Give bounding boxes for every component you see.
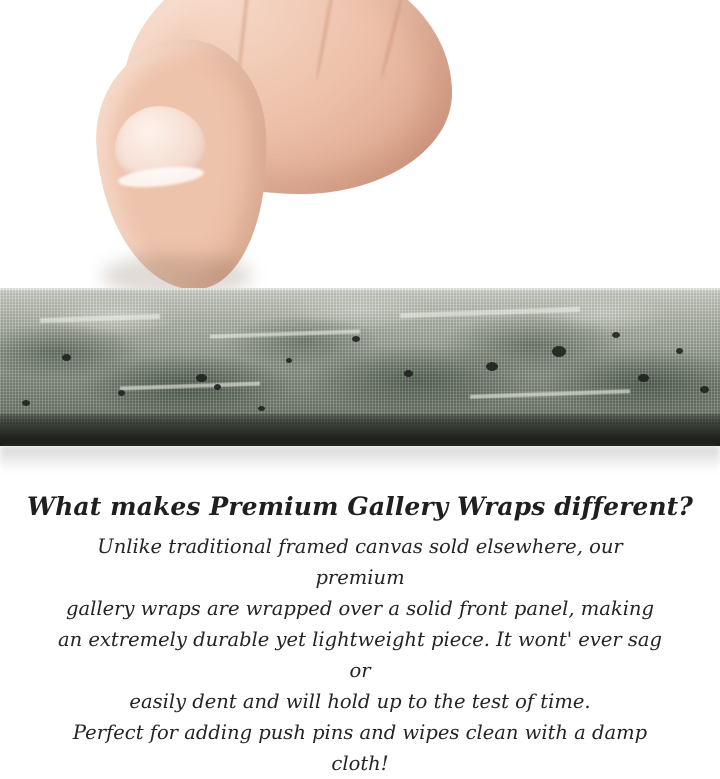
canvas-underside — [0, 424, 720, 446]
canvas-speck — [552, 346, 566, 357]
marketing-copy — [0, 492, 720, 779]
canvas-speck — [258, 406, 265, 411]
canvas-speck — [404, 370, 413, 377]
canvas-speck — [22, 400, 30, 406]
canvas-speck — [352, 336, 360, 342]
canvas-speck — [638, 374, 649, 382]
copy-line: Unlike traditional framed canvas sold elsewhere, our premium — [97, 535, 623, 589]
canvas-speck — [62, 354, 71, 361]
hand-thumb-illustration — [92, 0, 452, 314]
copy-line: an extremely durable yet lightweight piece. It wont' ever sag or — [57, 628, 662, 682]
copy-line: easily dent and will hold up to the test of time. — [129, 690, 591, 713]
canvas-speck — [196, 374, 207, 382]
canvas-speck — [214, 384, 221, 390]
canvas-speck — [286, 358, 292, 363]
copy-body — [55, 531, 665, 779]
canvas-top-edge — [0, 288, 720, 292]
copy-heading: What makes Premium Gallery Wraps different? — [26, 492, 694, 521]
canvas-edge-strip — [0, 288, 720, 446]
canvas-speck — [612, 332, 620, 338]
canvas-shadow-edge — [0, 414, 720, 424]
canvas-speck — [486, 362, 498, 371]
canvas-speck — [676, 348, 683, 354]
canvas-speck — [118, 390, 125, 396]
canvas-drop-shadow — [0, 446, 720, 472]
copy-line: gallery wraps are wrapped over a solid front panel, making — [66, 597, 654, 620]
copy-line: Perfect for adding push pins and wipes clean with a damp cloth! — [72, 721, 648, 775]
canvas-speck — [700, 386, 709, 393]
